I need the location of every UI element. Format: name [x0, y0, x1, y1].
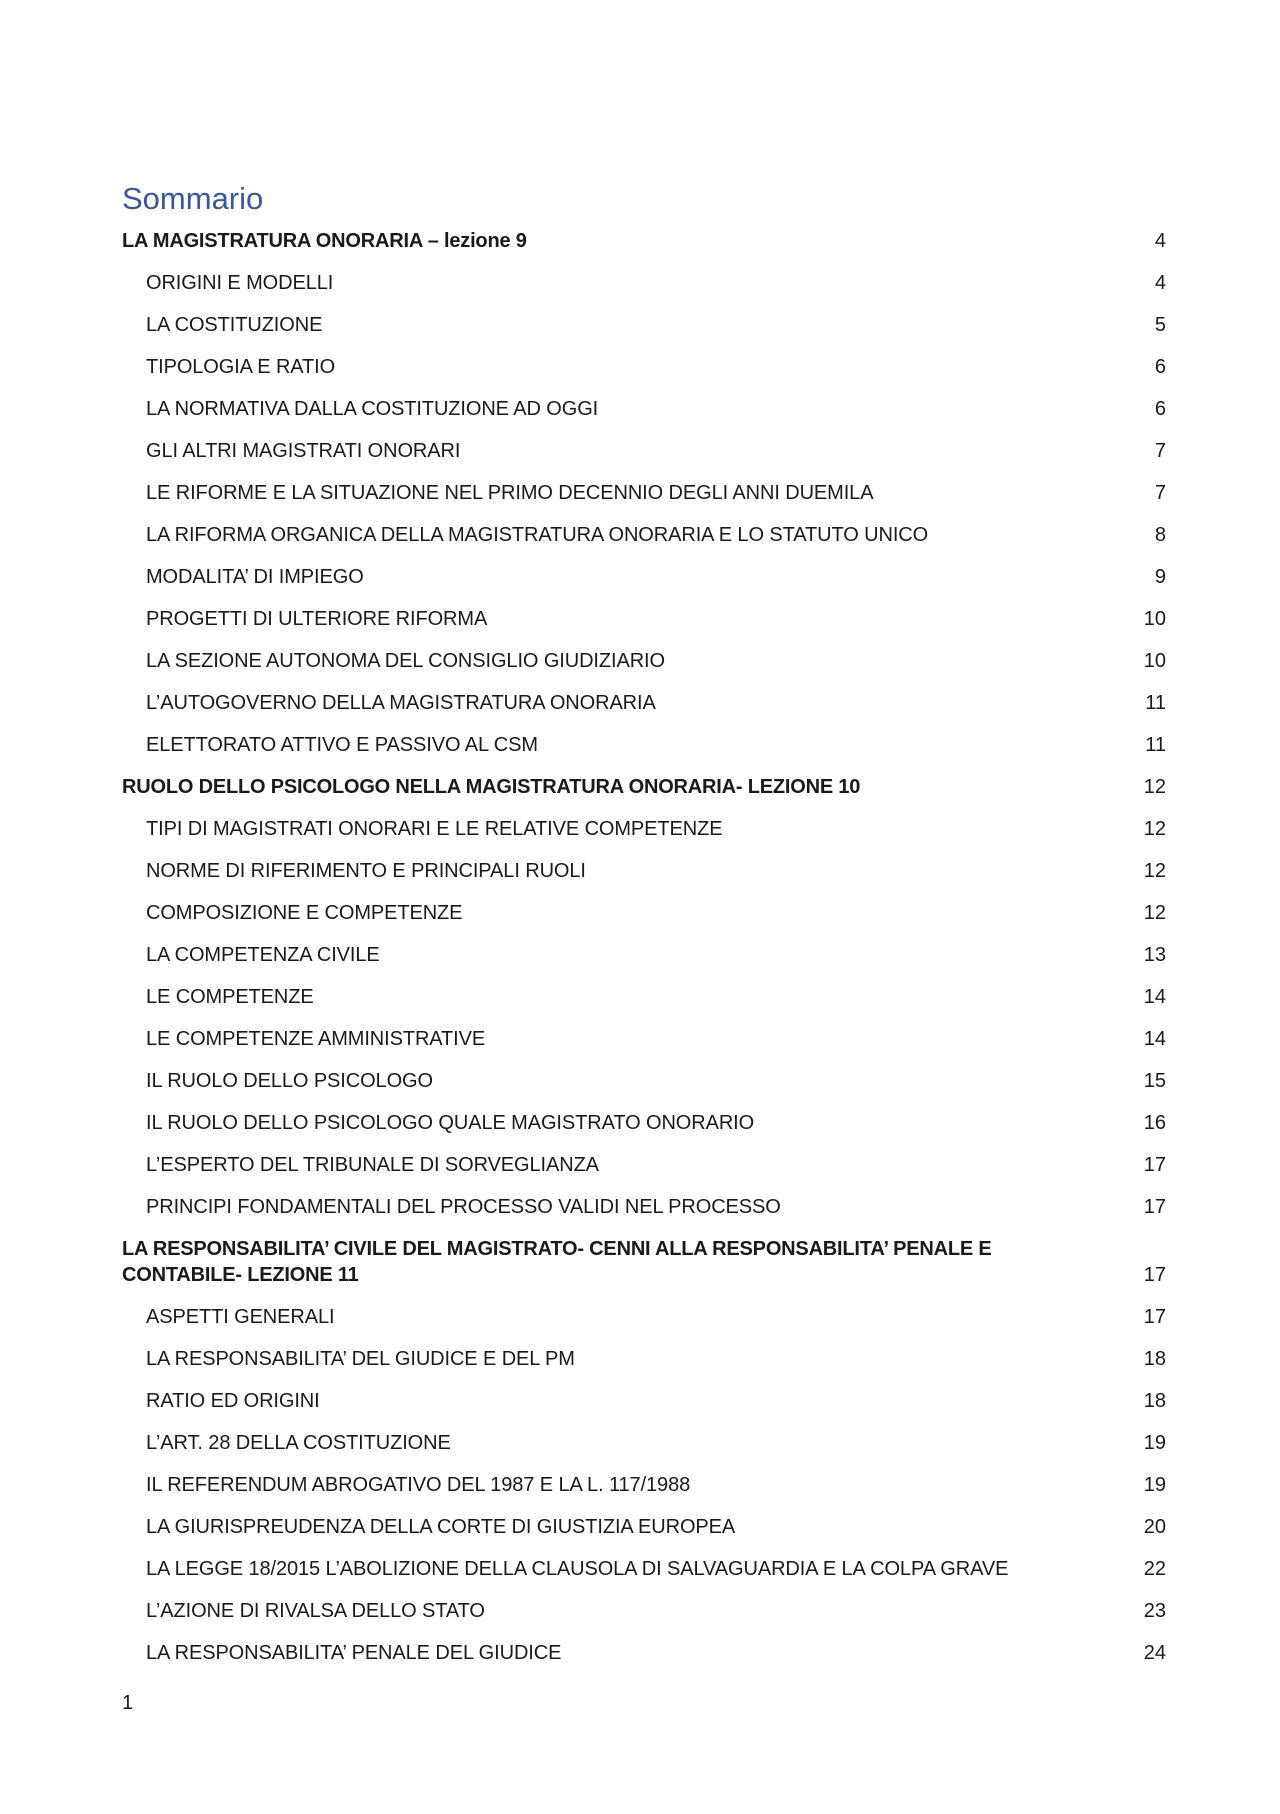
toc-entry-label: L’ART. 28 DELLA COSTITUZIONE [146, 1432, 451, 1454]
toc-entry-label: L’AUTOGOVERNO DELLA MAGISTRATURA ONORARIA [146, 692, 656, 714]
toc-subsection-entry[interactable] [122, 438, 1166, 464]
toc-list [122, 228, 1166, 1666]
toc-subsection-entry[interactable] [122, 1514, 1166, 1540]
toc-entry-page: 15 [1143, 1070, 1166, 1092]
toc-entry-page: 17 [1143, 1196, 1166, 1218]
toc-entry-page: 11 [1145, 692, 1166, 714]
toc-subsection-entry[interactable] [122, 942, 1166, 968]
toc-subsection-entry[interactable] [122, 270, 1166, 296]
toc-section-entry[interactable] [122, 1236, 1166, 1288]
toc-entry-label: LA RESPONSABILITA’ DEL GIUDICE E DEL PM [146, 1348, 575, 1370]
toc-subsection-entry[interactable] [122, 984, 1166, 1010]
toc-entry-page: 12 [1143, 860, 1166, 882]
toc-entry-label: ASPETTI GENERALI [146, 1306, 335, 1328]
toc-subsection-entry[interactable] [122, 1194, 1166, 1220]
toc-entry-label: LA MAGISTRATURA ONORARIA – lezione 9 [122, 230, 527, 252]
toc-entry-label: LA COSTITUZIONE [146, 314, 323, 336]
toc-title: Sommario [122, 181, 264, 216]
toc-entry-page: 18 [1143, 1348, 1166, 1370]
toc-entry-page: 19 [1143, 1432, 1166, 1454]
toc-entry-page: 24 [1143, 1642, 1166, 1664]
toc-subsection-entry[interactable] [122, 1068, 1166, 1094]
toc-entry-label: RUOLO DELLO PSICOLOGO NELLA MAGISTRATURA ONORARIA- LEZIONE 10 [122, 776, 861, 798]
toc-entry-page: 6 [1154, 356, 1166, 378]
toc-subsection-entry[interactable] [122, 1556, 1166, 1582]
toc-entry-label: TIPOLOGIA E RATIO [146, 356, 336, 378]
toc-entry-page: 5 [1154, 314, 1166, 336]
toc-subsection-entry[interactable] [122, 354, 1166, 380]
toc-entry-label: LA RESPONSABILITA’ PENALE DEL GIUDICE [146, 1642, 562, 1664]
toc-entry-page: 12 [1143, 776, 1166, 798]
toc-entry-label: IL RUOLO DELLO PSICOLOGO [146, 1070, 433, 1092]
toc-entry-page: 12 [1143, 818, 1166, 840]
toc-subsection-entry[interactable] [122, 1026, 1166, 1052]
toc-entry-label: LA SEZIONE AUTONOMA DEL CONSIGLIO GIUDIZIARIO [146, 650, 665, 672]
toc-subsection-entry[interactable] [122, 396, 1166, 422]
toc-entry-label: ORIGINI E MODELLI [146, 272, 334, 294]
toc-subsection-entry[interactable] [122, 606, 1166, 632]
toc-subsection-entry[interactable] [122, 690, 1166, 716]
toc-subsection-entry[interactable] [122, 1346, 1166, 1372]
toc-entry-label: LA GIURISPREUDENZA DELLA CORTE DI GIUSTIZIA EUROPEA [146, 1516, 736, 1538]
toc-entry-label: TIPI DI MAGISTRATI ONORARI E LE RELATIVE COMPETENZE [146, 818, 723, 840]
toc-subsection-entry[interactable] [122, 900, 1166, 926]
toc-subsection-entry[interactable] [122, 816, 1166, 842]
toc-subsection-entry[interactable] [122, 564, 1166, 590]
table-of-contents [122, 178, 1166, 1682]
toc-entry-label: LE COMPETENZE AMMINISTRATIVE [146, 1028, 486, 1050]
toc-entry-label: L’ESPERTO DEL TRIBUNALE DI SORVEGLIANZA [146, 1154, 599, 1176]
toc-entry-page: 14 [1143, 986, 1166, 1008]
toc-entry-label: PRINCIPI FONDAMENTALI DEL PROCESSO VALIDI NEL PROCESSO [146, 1196, 781, 1218]
toc-section-entry[interactable] [122, 774, 1166, 800]
toc-entry-label: PROGETTI DI ULTERIORE RIFORMA [146, 608, 488, 630]
toc-entry-label: NORME DI RIFERIMENTO E PRINCIPALI RUOLI [146, 860, 586, 882]
toc-entry-page: 7 [1154, 482, 1166, 504]
toc-entry-page: 17 [1143, 1154, 1166, 1176]
toc-entry-label: GLI ALTRI MAGISTRATI ONORARI [146, 440, 461, 462]
toc-entry-page: 14 [1143, 1028, 1166, 1050]
toc-entry-page: 7 [1154, 440, 1166, 462]
toc-subsection-entry[interactable] [122, 648, 1166, 674]
toc-entry-page: 20 [1143, 1516, 1166, 1538]
toc-subsection-entry[interactable] [122, 1110, 1166, 1136]
toc-entry-label: RATIO ED ORIGINI [146, 1390, 320, 1412]
toc-entry-page: 10 [1143, 650, 1166, 672]
toc-entry-page: 17 [1143, 1264, 1166, 1286]
toc-entry-label: LA COMPETENZA CIVILE [146, 944, 380, 966]
toc-entry-label: L’AZIONE DI RIVALSA DELLO STATO [146, 1600, 485, 1622]
toc-entry-label: COMPOSIZIONE E COMPETENZE [146, 902, 463, 924]
page-number: 1 [122, 1692, 134, 1714]
toc-subsection-entry[interactable] [122, 480, 1166, 506]
toc-entry-page: 16 [1143, 1112, 1166, 1134]
toc-subsection-entry[interactable] [122, 1640, 1166, 1666]
toc-entry-label: LA RIFORMA ORGANICA DELLA MAGISTRATURA ONORARIA E LO STATUTO UNICO [146, 524, 929, 546]
toc-entry-page: 9 [1154, 566, 1166, 588]
toc-section-entry[interactable] [122, 228, 1166, 254]
toc-entry-label: MODALITA’ DI IMPIEGO [146, 566, 364, 588]
toc-entry-page: 8 [1154, 524, 1166, 546]
toc-subsection-entry[interactable] [122, 1598, 1166, 1624]
toc-entry-label: LA LEGGE 18/2015 L’ABOLIZIONE DELLA CLAUSOLA DI SALVAGUARDIA E LA COLPA GRAVE [146, 1558, 1009, 1580]
toc-entry-label: LA NORMATIVA DALLA COSTITUZIONE AD OGGI [146, 398, 599, 420]
toc-entry-page: 17 [1143, 1306, 1166, 1328]
toc-entry-label: LA RESPONSABILITA’ CIVILE DEL MAGISTRATO- CENNI ALLA RESPONSABILITA’ PENALE E CONTABILE- LEZIONE 11 [122, 1238, 992, 1286]
toc-entry-page: 6 [1154, 398, 1166, 420]
toc-entry-page: 4 [1154, 272, 1166, 294]
toc-subsection-entry[interactable] [122, 1388, 1166, 1414]
toc-subsection-entry[interactable] [122, 312, 1166, 338]
toc-entry-page: 11 [1145, 734, 1166, 756]
toc-entry-page: 22 [1143, 1558, 1166, 1580]
toc-subsection-entry[interactable] [122, 1304, 1166, 1330]
toc-entry-label: IL REFERENDUM ABROGATIVO DEL 1987 E LA L. 117/1988 [146, 1474, 691, 1496]
toc-entry-page: 10 [1143, 608, 1166, 630]
toc-entry-page: 4 [1154, 230, 1166, 252]
toc-entry-page: 12 [1143, 902, 1166, 924]
toc-subsection-entry[interactable] [122, 858, 1166, 884]
toc-entry-page: 19 [1143, 1474, 1166, 1496]
toc-subsection-entry[interactable] [122, 522, 1166, 548]
toc-subsection-entry[interactable] [122, 1152, 1166, 1178]
toc-entry-label: LE COMPETENZE [146, 986, 314, 1008]
toc-entry-label: LE RIFORME E LA SITUAZIONE NEL PRIMO DECENNIO DEGLI ANNI DUEMILA [146, 482, 874, 504]
toc-subsection-entry[interactable] [122, 1430, 1166, 1456]
toc-subsection-entry[interactable] [122, 1472, 1166, 1498]
toc-entry-page: 13 [1143, 944, 1166, 966]
toc-entry-label: ELETTORATO ATTIVO E PASSIVO AL CSM [146, 734, 538, 756]
toc-subsection-entry[interactable] [122, 732, 1166, 758]
toc-entry-page: 23 [1143, 1600, 1166, 1622]
toc-entry-label: IL RUOLO DELLO PSICOLOGO QUALE MAGISTRATO ONORARIO [146, 1112, 755, 1134]
toc-entry-page: 18 [1143, 1390, 1166, 1412]
